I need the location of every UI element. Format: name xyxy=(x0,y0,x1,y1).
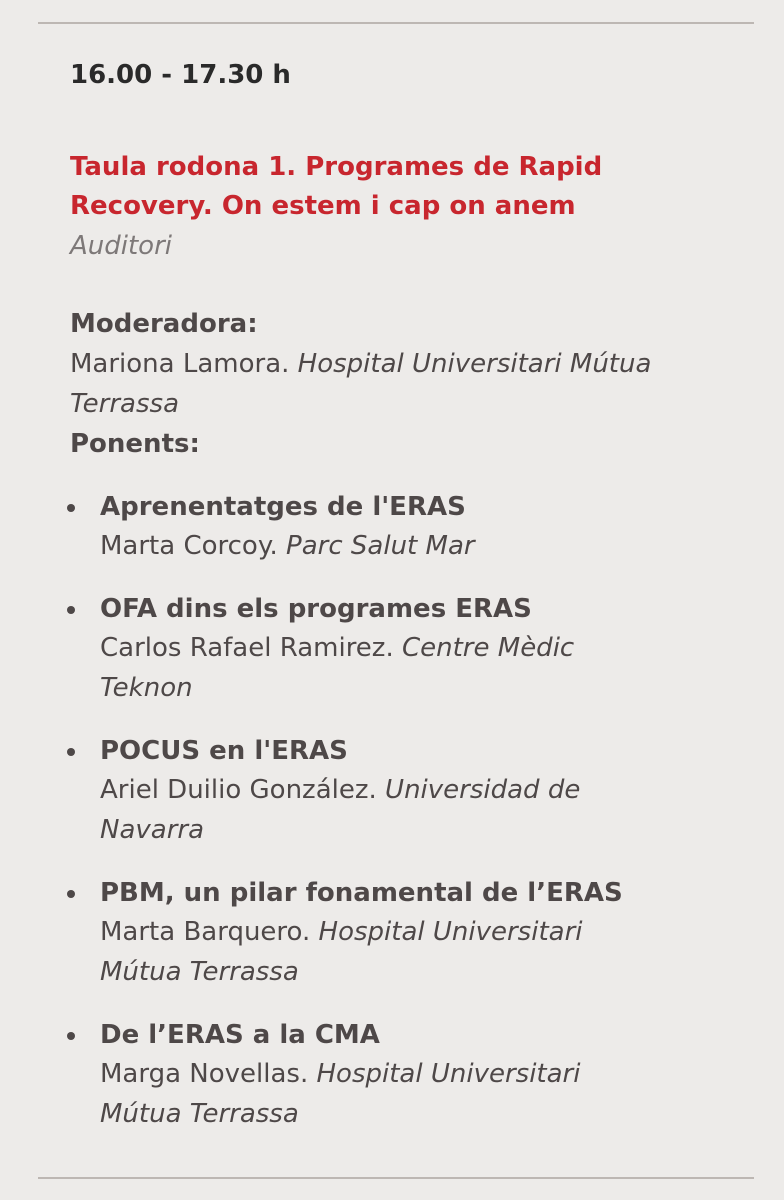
talk-title: Aprenentatges de l'ERAS xyxy=(100,492,466,522)
speaker-line xyxy=(100,526,750,566)
speaker-affiliation: Hospital Universitari xyxy=(318,917,583,947)
speakers-label: Ponents: xyxy=(70,429,200,459)
talk-list xyxy=(70,488,750,1134)
speaker-affiliation: Parc Salut Mar xyxy=(286,531,475,561)
session-card xyxy=(70,56,750,1158)
talk-title: De l’ERAS a la CMA xyxy=(100,1020,380,1050)
list-item xyxy=(70,1016,750,1134)
speaker-line-cont xyxy=(100,810,750,850)
speaker-name: Ariel Duilio González. xyxy=(100,775,377,805)
speaker-line-cont xyxy=(100,1094,750,1134)
speaker-line-cont xyxy=(100,952,750,992)
session-title xyxy=(70,148,750,226)
speaker-name: Carlos Rafael Ramirez. xyxy=(100,633,394,663)
bullet-icon xyxy=(67,504,75,512)
speaker-name: Marta Barquero. xyxy=(100,917,311,947)
moderator-line xyxy=(70,344,750,384)
list-item xyxy=(70,590,750,708)
speaker-line xyxy=(100,628,750,668)
moderator-affiliation: Hospital Universitari Mútua xyxy=(297,349,652,379)
speaker-affiliation-line-2: Navarra xyxy=(100,815,205,845)
speaker-name: Marga Novellas. xyxy=(100,1059,309,1089)
moderator-name: Mariona Lamora. xyxy=(70,349,290,379)
session-title-line-2: Recovery. On estem i cap on anem xyxy=(70,191,576,221)
speaker-line xyxy=(100,912,750,952)
speaker-affiliation-line-2: Mútua Terrassa xyxy=(100,957,299,987)
list-item xyxy=(70,488,750,566)
speaker-affiliation-line-2: Mútua Terrassa xyxy=(100,1099,299,1129)
session-time: 16.00 - 17.30 h xyxy=(70,60,291,90)
moderator-affiliation-cont xyxy=(70,384,750,424)
speaker-name: Marta Corcoy. xyxy=(100,531,278,561)
talk-title: PBM, un pilar fonamental de l’ERAS xyxy=(100,878,623,908)
talk-title: POCUS en l'ERAS xyxy=(100,736,348,766)
speaker-affiliation: Hospital Universitari xyxy=(316,1059,581,1089)
speaker-affiliation: Centre Mèdic xyxy=(401,633,575,663)
speaker-line-cont xyxy=(100,668,750,708)
bullet-icon xyxy=(67,606,75,614)
moderator-label: Moderadora: xyxy=(70,309,258,339)
session-title-line-1: Taula rodona 1. Programes de Rapid xyxy=(70,152,603,182)
bullet-icon xyxy=(67,890,75,898)
bullet-icon xyxy=(67,748,75,756)
list-item xyxy=(70,874,750,992)
speaker-line xyxy=(100,770,750,810)
speaker-affiliation: Universidad de xyxy=(385,775,581,805)
bottom-divider xyxy=(38,1177,754,1179)
session-location: Auditori xyxy=(70,231,173,261)
speaker-affiliation-line-2: Teknon xyxy=(100,673,193,703)
speaker-line xyxy=(100,1054,750,1094)
talk-title: OFA dins els programes ERAS xyxy=(100,594,532,624)
bullet-icon xyxy=(67,1032,75,1040)
list-item xyxy=(70,732,750,850)
top-divider xyxy=(38,22,754,24)
moderator-affiliation-line-2: Terrassa xyxy=(70,389,180,419)
